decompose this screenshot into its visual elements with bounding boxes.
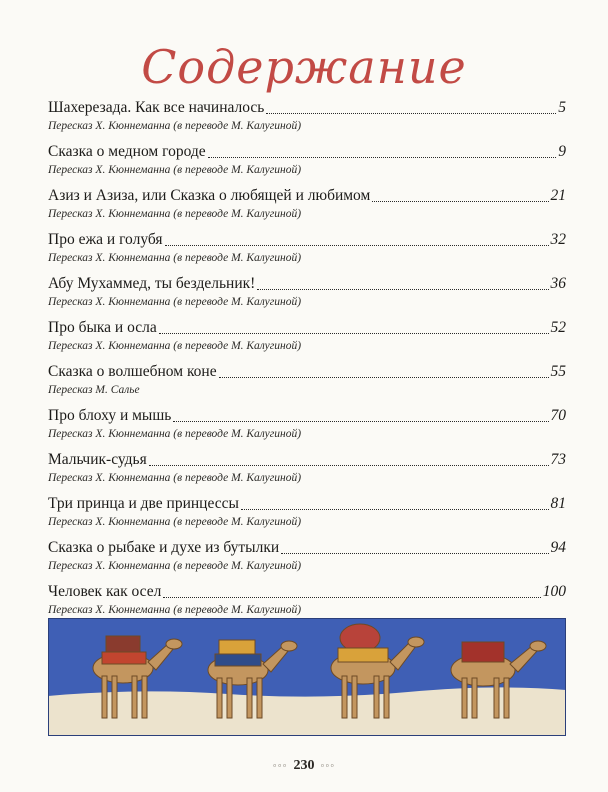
dot-leader [173, 421, 548, 422]
toc-entry-credit: Пересказ Х. Кюннеманна (в переводе М. Калугиной) [48, 296, 302, 308]
toc-entry-page: 55 [550, 363, 566, 380]
toc-entry-credit: Пересказ Х. Кюннеманна (в переводе М. Калугиной) [48, 340, 302, 352]
toc-entry-title: Сказка о волшебном коне [48, 363, 217, 380]
toc-entry-page: 73 [550, 451, 566, 468]
toc-entry-title: Про ежа и голубя [48, 231, 163, 248]
toc-entry-page: 9 [558, 143, 566, 160]
toc-entry-title: Азиз и Азиза, или Сказка о любящей и любимом [48, 187, 371, 204]
camel-caravan-illustration [48, 618, 566, 736]
dot-leader [372, 201, 548, 202]
scroll-ornament-icon: ◦◦◦ [320, 760, 336, 772]
toc-entry-page: 21 [550, 187, 566, 204]
toc-entry[interactable] [48, 536, 566, 580]
toc-entry-title: Мальчик-судья [48, 451, 147, 468]
toc-entry[interactable] [48, 404, 566, 448]
toc-entry-credit: Пересказ Х. Кюннеманна (в переводе М. Калугиной) [48, 252, 302, 264]
toc-entry-page: 70 [550, 407, 566, 424]
toc-entry-page: 36 [550, 275, 566, 292]
toc-entry-title: Про блоху и мышь [48, 407, 172, 424]
toc-entry[interactable] [48, 448, 566, 492]
toc-entry-credit: Пересказ Х. Кюннеманна (в переводе М. Калугиной) [48, 560, 302, 572]
toc-entry-page: 5 [558, 99, 566, 116]
toc-entry-page: 94 [550, 539, 566, 556]
dot-leader [149, 465, 549, 466]
dot-leader [281, 553, 548, 554]
toc-entry[interactable] [48, 492, 566, 536]
toc-entry-title: Сказка о медном городе [48, 143, 206, 160]
table-of-contents [48, 96, 566, 624]
toc-entry-title: Шахерезада. Как все начиналось [48, 99, 265, 116]
page-footer [0, 758, 608, 774]
toc-entry-credit: Пересказ М. Салье [48, 384, 140, 396]
toc-entry[interactable] [48, 184, 566, 228]
toc-entry-credit: Пересказ Х. Кюннеманна (в переводе М. Калугиной) [48, 428, 302, 440]
toc-entry[interactable] [48, 96, 566, 140]
dot-leader [165, 245, 549, 246]
page-number: 230 [293, 758, 315, 773]
dot-leader [241, 509, 549, 510]
dot-leader [208, 157, 557, 158]
toc-entry-credit: Пересказ Х. Кюннеманна (в переводе М. Калугиной) [48, 164, 302, 176]
toc-entry-page: 52 [550, 319, 566, 336]
toc-entry[interactable] [48, 316, 566, 360]
toc-entry-credit: Пересказ Х. Кюннеманна (в переводе М. Калугиной) [48, 208, 302, 220]
toc-entry-title: Про быка и осла [48, 319, 157, 336]
toc-entry-credit: Пересказ Х. Кюннеманна (в переводе М. Калугиной) [48, 472, 302, 484]
toc-entry[interactable] [48, 228, 566, 272]
dot-leader [257, 289, 548, 290]
page-title: Содержание [141, 40, 467, 94]
toc-entry[interactable] [48, 272, 566, 316]
dot-leader [159, 333, 549, 334]
toc-entry-title: Три принца и две принцессы [48, 495, 239, 512]
dot-leader [163, 597, 540, 598]
dot-leader [219, 377, 549, 378]
toc-entry[interactable] [48, 360, 566, 404]
toc-entry-title: Абу Мухаммед, ты бездельник! [48, 275, 256, 292]
toc-entry-page: 81 [550, 495, 566, 512]
scroll-ornament-icon: ◦◦◦ [272, 760, 288, 772]
dot-leader [266, 113, 556, 114]
toc-entry-credit: Пересказ Х. Кюннеманна (в переводе М. Калугиной) [48, 120, 302, 132]
toc-entry-page: 32 [550, 231, 566, 248]
toc-entry[interactable] [48, 140, 566, 184]
toc-entry-credit: Пересказ Х. Кюннеманна (в переводе М. Калугиной) [48, 516, 302, 528]
toc-entry-title: Человек как осел [48, 583, 162, 600]
toc-entry-page: 100 [542, 583, 566, 600]
toc-entry-credit: Пересказ Х. Кюннеманна (в переводе М. Калугиной) [48, 604, 302, 616]
toc-entry-title: Сказка о рыбаке и духе из бутылки [48, 539, 280, 556]
